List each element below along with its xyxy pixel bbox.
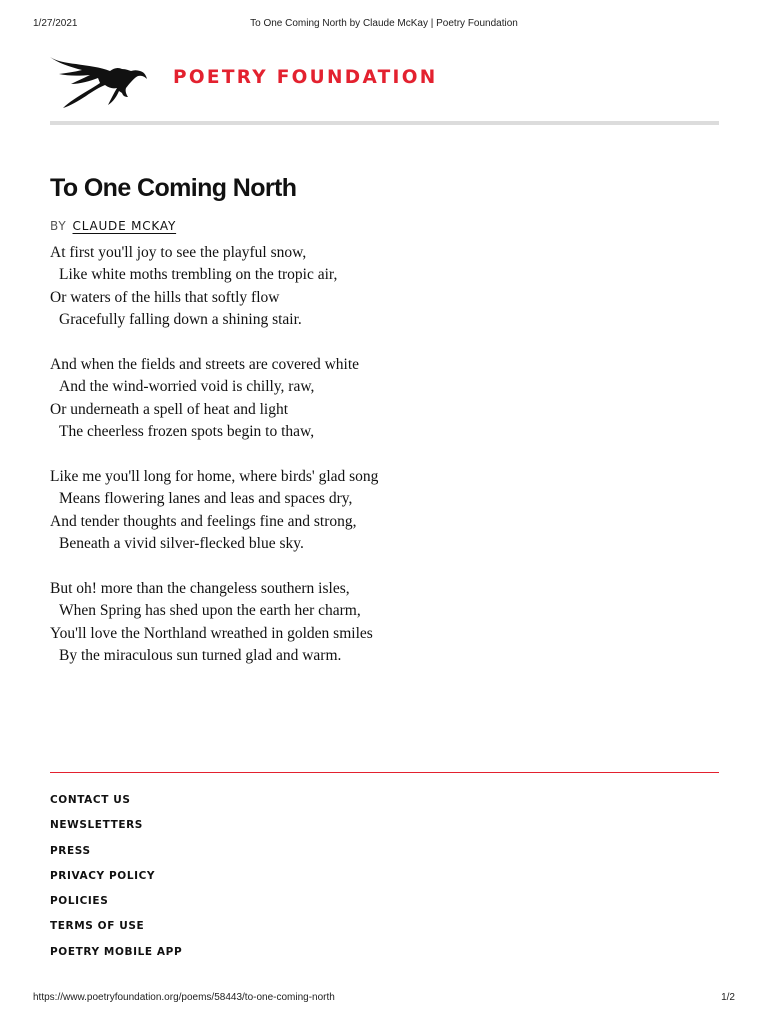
poem-line: Or underneath a spell of heat and light xyxy=(50,400,289,418)
stanza-break xyxy=(50,444,650,466)
site-header xyxy=(50,48,718,112)
footer-link-contact-us[interactable]: CONTACT US xyxy=(50,794,131,806)
poem-body xyxy=(50,242,650,667)
poem-line: At first you'll joy to see the playful snow, xyxy=(50,244,307,261)
print-page-title: To One Coming North by Claude McKay | Poetry Foundation xyxy=(250,18,518,29)
poem-line: Means flowering lanes and leas and spaces dry, xyxy=(59,490,353,508)
footer-divider xyxy=(50,772,719,773)
footer-link-poetry-mobile-app[interactable]: POETRY MOBILE APP xyxy=(50,945,183,958)
footer-links xyxy=(50,792,182,969)
header-divider xyxy=(50,121,719,125)
poem-line: When Spring has shed upon the earth her charm, xyxy=(59,602,361,620)
print-page-number: 1/2 xyxy=(721,992,735,1003)
poem-line: By the miraculous sun turned glad and warm. xyxy=(59,647,342,665)
byline xyxy=(50,219,176,233)
author-link[interactable]: CLAUDE MCKAY xyxy=(72,219,177,233)
byline-label: BY xyxy=(50,219,67,233)
footer-link-press[interactable]: PRESS xyxy=(50,844,91,857)
poem-line: Or waters of the hills that softly flow xyxy=(50,288,280,306)
poem-line: Gracefully falling down a shining stair. xyxy=(59,311,302,329)
stanza-break xyxy=(50,332,650,354)
poem-title: To One Coming North xyxy=(50,174,297,202)
print-footer xyxy=(0,992,768,1006)
site-name[interactable]: POETRY FOUNDATION xyxy=(173,67,438,88)
footer-link-terms-of-use[interactable]: TERMS OF USE xyxy=(50,920,145,933)
print-header xyxy=(0,18,768,32)
print-date: 1/27/2021 xyxy=(33,18,78,29)
print-url: https://www.poetryfoundation.org/poems/58443/to-one-coming-north xyxy=(33,992,335,1003)
poem-line: And the wind-worried void is chilly, raw, xyxy=(59,378,315,396)
pegasus-icon[interactable] xyxy=(50,50,148,110)
footer-link-policies[interactable]: POLICIES xyxy=(50,895,109,908)
footer-link-newsletters[interactable]: NEWSLETTERS xyxy=(50,819,143,832)
stanza-break xyxy=(50,555,650,577)
poem-line: Beneath a vivid silver-flecked blue sky. xyxy=(59,535,304,553)
poem-line: The cheerless frozen spots begin to thaw, xyxy=(59,423,315,441)
poem-line: You'll love the Northland wreathed in golden smiles xyxy=(50,624,373,642)
poem-line: And when the fields and streets are covered white xyxy=(50,355,360,373)
poem-line: And tender thoughts and feelings fine and strong, xyxy=(50,512,357,530)
footer-link-privacy-policy[interactable]: PRIVACY POLICY xyxy=(50,869,156,882)
poem-line: Like me you'll long for home, where birds' glad song xyxy=(50,467,379,485)
poem-line: But oh! more than the changeless southern isles, xyxy=(50,579,350,597)
poem-line: Like white moths trembling on the tropic air, xyxy=(59,266,338,284)
